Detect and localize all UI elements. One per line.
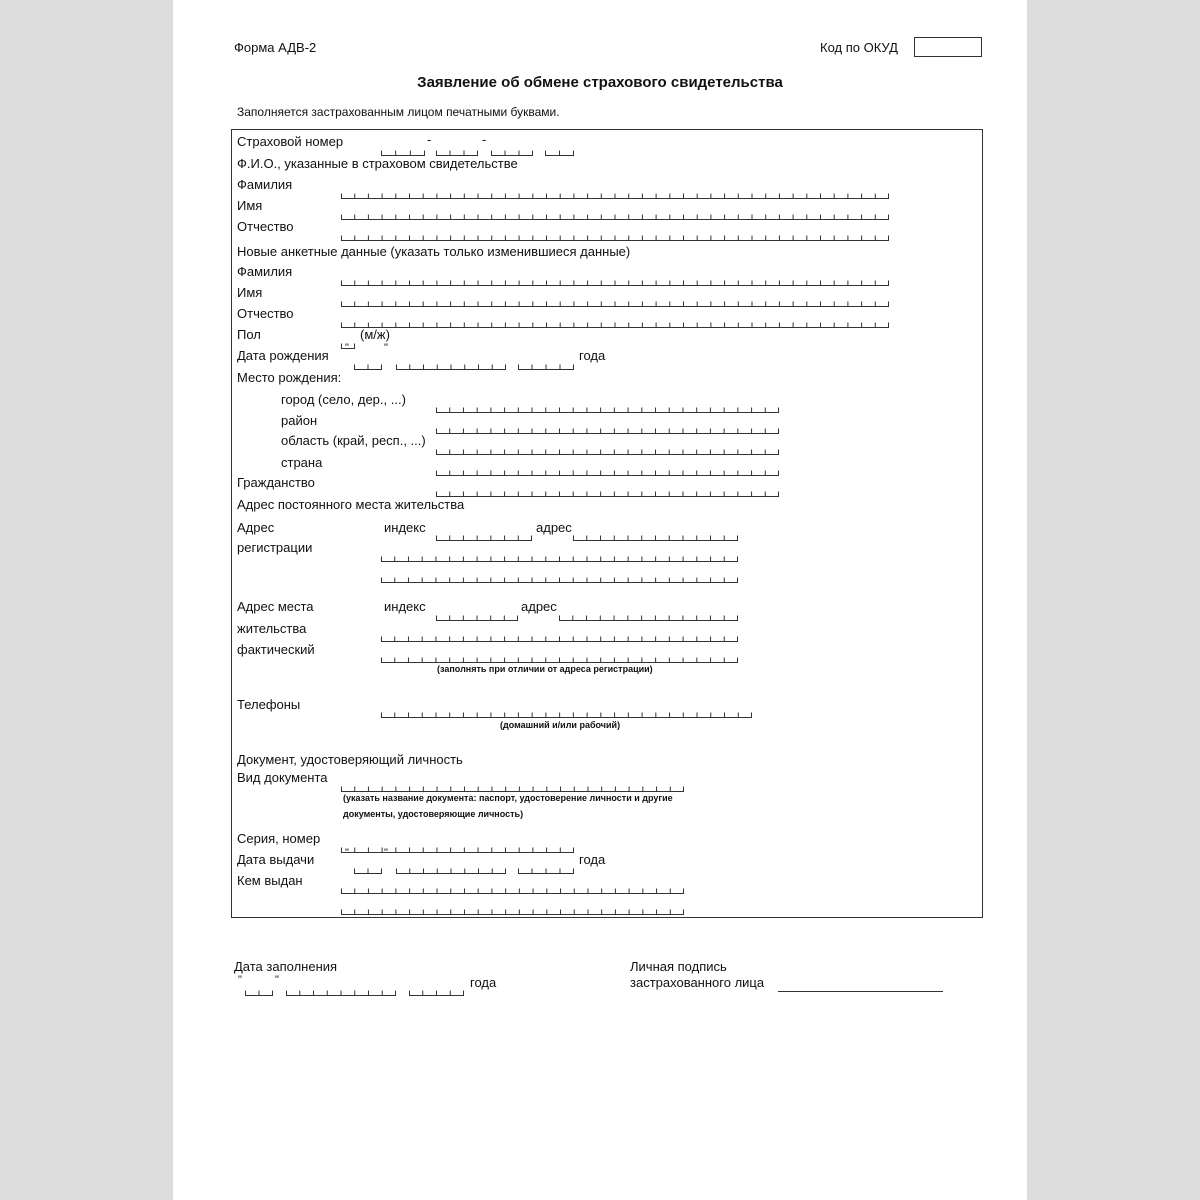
old-surname-field[interactable] [341,193,889,199]
instruction-text: Заполняется застрахованным лицом печатными буквами. [237,105,560,119]
birth-date-label: Дата рождения [237,348,329,363]
fact-index-field[interactable] [436,615,518,621]
birth-district-field[interactable] [436,428,779,434]
series-number-label: Серия, номер [237,831,321,846]
new-name-label: Имя [237,285,263,300]
document-type-label: Вид документа [237,770,328,785]
insurance-number-label: Страховой номер [237,134,344,149]
new-patronymic-label: Отчество [237,306,294,321]
birth-region-label: область (край, респ., ...) [281,433,426,448]
birth-region-field[interactable] [436,449,779,455]
new-name-field[interactable] [341,301,889,307]
fill-date-label: Дата заполнения [234,959,338,974]
birth-place-heading: Место рождения: [237,370,342,385]
series-number-field[interactable] [341,847,574,853]
fact-address-field-3[interactable] [381,657,738,663]
old-surname-label: Фамилия [237,177,293,192]
citizenship-field[interactable] [436,491,779,497]
okud-label: Код по ОКУД [820,40,898,55]
fill-year-suffix: года [470,975,497,990]
issue-quote-close: " [384,847,388,859]
reg-address-field-1[interactable] [573,535,738,541]
document-type-note-1: (указать название документа: паспорт, удостоверение личности и другие [343,793,673,803]
fill-quote-close: " [275,974,279,986]
page-title: Заявление об обмене страхового свидетельства [417,74,783,91]
reg-addr-label: адрес [536,520,572,535]
new-surname-field[interactable] [341,280,889,286]
birth-month-field[interactable] [396,364,506,370]
fact-address-label-1: Адрес места [237,599,314,614]
birth-city-field[interactable] [436,407,779,413]
birth-country-label: страна [281,455,323,470]
signature-label-2: застрахованного лица [630,975,765,990]
citizenship-label: Гражданство [237,475,315,490]
fill-year-field[interactable] [409,990,464,996]
issued-by-field-2[interactable] [341,909,684,915]
phones-field[interactable] [381,712,752,718]
reg-index-label: индекс [384,520,426,535]
address-heading: Адрес постоянного места жительства [237,497,465,512]
fact-index-label: индекс [384,599,426,614]
fill-month-field[interactable] [286,990,396,996]
fact-address-note: (заполнять при отличии от адреса регистрации) [437,664,653,674]
dash-2: - [482,132,487,147]
signature-line[interactable] [778,991,943,992]
fio-heading: Ф.И.О., указанные в страховом свидетельстве [237,156,518,171]
issued-by-field-1[interactable] [341,888,684,894]
reg-address-field-3[interactable] [381,577,738,583]
old-patronymic-label: Отчество [237,219,294,234]
issue-day-field[interactable] [354,868,382,874]
old-patronymic-field[interactable] [341,235,889,241]
quote-close: " [384,342,388,354]
new-surname-label: Фамилия [237,264,293,279]
new-patronymic-field[interactable] [341,322,889,328]
fill-quote-open: " [238,974,242,986]
reg-address-field-2[interactable] [381,556,738,562]
fact-addr-label: адрес [521,599,557,614]
fact-address-label-3: фактический [237,642,315,657]
reg-address-label-2: регистрации [237,540,313,555]
issue-month-field[interactable] [396,868,506,874]
old-name-field[interactable] [341,214,889,220]
insurance-number-check[interactable] [545,150,574,156]
sex-hint: (м/ж) [360,327,390,342]
fact-address-field-1[interactable] [559,615,738,621]
issue-year-suffix: года [579,852,606,867]
issue-year-field[interactable] [518,868,574,874]
fill-day-field[interactable] [245,990,273,996]
sex-label: Пол [237,327,261,342]
reg-address-label-1: Адрес [237,520,275,535]
birth-day-field[interactable] [354,364,382,370]
old-name-label: Имя [237,198,263,213]
document-type-note-2: документы, удостоверяющие личность) [343,809,524,819]
document-heading: Документ, удостоверяющий личность [237,752,463,767]
phones-note: (домашний и/или рабочий) [500,720,621,730]
dash-1: - [427,132,432,147]
new-data-heading: Новые анкетные данные (указать только изменившиеся данные) [237,244,631,259]
issued-by-label: Кем выдан [237,873,303,888]
fact-address-label-2: жительства [237,621,307,636]
birth-district-label: район [281,413,318,428]
document-type-field[interactable] [341,786,684,792]
birth-year-field[interactable] [518,364,574,370]
issue-quote-open: " [345,847,349,859]
phones-label: Телефоны [237,697,301,712]
issue-date-label: Дата выдачи [237,852,315,867]
birth-year-suffix: года [579,348,606,363]
signature-label-1: Личная подпись [630,959,727,974]
reg-index-field[interactable] [436,535,532,541]
birth-city-label: город (село, дер., ...) [281,392,406,407]
form-name: Форма АДВ-2 [234,40,317,55]
birth-country-field[interactable] [436,470,779,476]
okud-code-field[interactable] [914,37,982,57]
quote-open: " [345,342,349,354]
fact-address-field-2[interactable] [381,636,738,642]
